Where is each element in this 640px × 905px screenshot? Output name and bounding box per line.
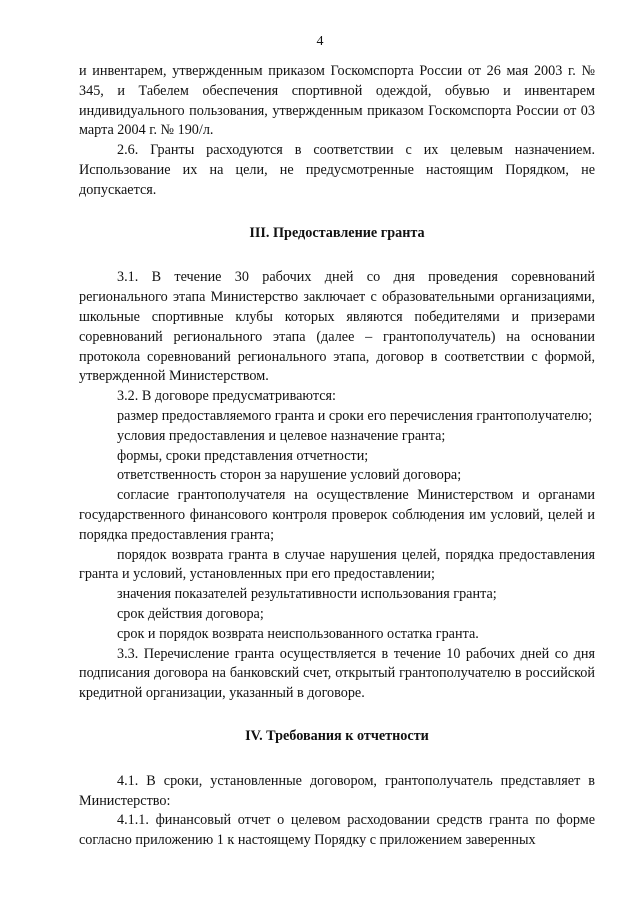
list-item: формы, сроки представления отчетности; [117,447,369,464]
section-3-heading: III. Предоставление гранта [249,224,425,241]
list-item: условия предоставления и целевое назначение гранта; [117,427,446,444]
page-number: 4 [316,34,324,49]
list-item: порядок возврата гранта в случае нарушения целей, порядка предоставления гранта и условий, установленных при его предоставлении; [79,546,595,583]
paragraph-3-2: 3.2. В договоре предусматриваются: [117,388,336,405]
paragraph-continuation: и инвентарем, утвержденным приказом Госкомспорта России от 26 мая 2003 г. № 345, и Табелем обеспечения спортивной одеждой, обувью и инвентарем индивидуального пользования, утвержденным приказом Госкомспорта России от 03 марта 2004 г. № 190/л. [79,63,595,139]
list-item: срок и порядок возврата неиспользованного остатка гранта. [117,625,479,642]
list-item: срок действия договора; [117,605,264,622]
list-item: согласие грантополучателя на осуществление Министерством и органами государственного финансового контроля проверок соблюдения им условий, целей и порядка предоставления гранта; [79,487,595,543]
list-item: ответственность сторон за нарушение условий договора; [117,467,462,484]
paragraph-3-1: 3.1. В течение 30 рабочих дней со дня проведения соревнований регионального этапа Министерство заключает с образовательными организациями, школьные спортивные клубы которых являются победителями и призерами соревнований регионального этапа (далее – грантополучатель) на основании протокола соревнований регионального этапа, договор в соответствии с формой, утвержденной Министерством. [79,269,595,385]
paragraph-2-6: 2.6. Гранты расходуются в соответствии с их целевым назначением. Использование их на цели, не предусмотренные настоящим Порядком, не допускается. [79,142,595,198]
list-item: размер предоставляемого гранта и сроки его перечисления грантополучателю; [117,407,593,424]
paragraph-3-3: 3.3. Перечисление гранта осуществляется в течение 10 рабочих дней со дня подписания договора на банковский счет, открытый грантополучателю в российской кредитной организации, указанный в договоре. [79,645,595,702]
paragraph-4-1: 4.1. В сроки, установленные договором, грантополучатель представляет в Министерство: [79,772,595,809]
list-item: значения показателей результативности использования гранта; [117,586,497,603]
document-body [79,62,595,851]
section-4-heading: IV. Требования к отчетности [245,727,429,744]
paragraph-4-1-1: 4.1.1. финансовый отчет о целевом расходовании средств гранта по форме согласно приложению 1 к настоящему Порядку с приложением заверенных [79,812,595,849]
